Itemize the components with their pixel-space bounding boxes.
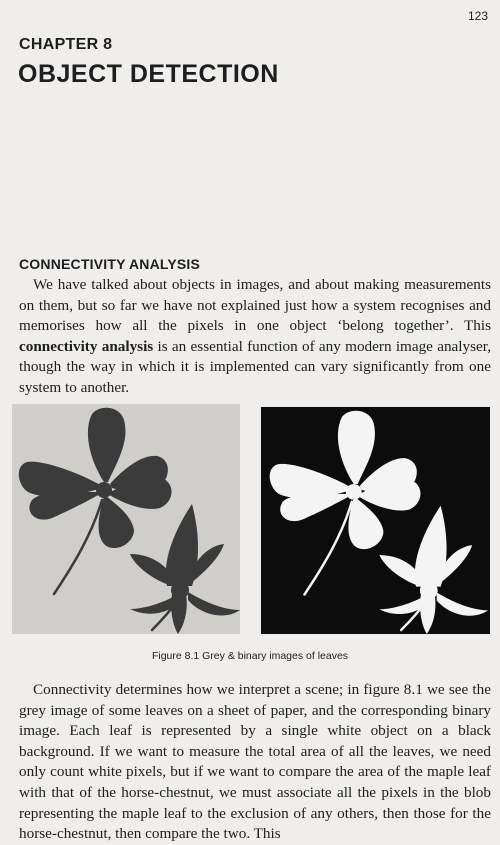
chestnut-leaflet — [280, 494, 350, 521]
grey-leaves-svg — [12, 404, 240, 634]
page-number: 123 — [467, 9, 488, 23]
intro-text-start: We have talked about objects in images, and about making measurements on them, but so far we have not explained just how a system recognises and memorises how all the pixels in one object ‘belong together’. This — [19, 276, 491, 335]
chestnut-leaflet — [270, 464, 352, 498]
section-heading: CONNECTIVITY ANALYSIS — [19, 256, 201, 272]
intro-paragraph — [19, 275, 491, 399]
maple-hub — [171, 581, 189, 599]
maple-lobe — [188, 592, 240, 615]
binary-leaves-image — [261, 407, 490, 634]
figure-caption: Figure 8.1 Grey & binary images of leaves — [151, 650, 349, 662]
intro-bold-term: connectivity analysis — [19, 337, 154, 355]
body-paragraph: Connectivity determines how we interpret a scene; in figure 8.1 we see the grey image of some leaves on a sheet of paper, and the corresponding binary image. Each leaf is represented by a single white object on a black background. If we want to measure the total area of all the leaves, we need only count white pixels, but if we want to compare the area of the maple leaf with that of the horse-chestnut, we must associate all the pixels in the blob representing the maple leaf to the exclusion of any others, then those for the horse-chestnut, then compare the two. This — [19, 681, 491, 843]
chestnut-leaflet — [29, 492, 100, 520]
chestnut-hub — [346, 484, 362, 500]
grey-leaf-set — [19, 408, 240, 634]
chestnut-leaflet — [338, 411, 375, 484]
binary-leaves-svg — [261, 407, 490, 634]
maple-hub — [420, 582, 438, 600]
chapter-label: CHAPTER 8 — [19, 36, 113, 53]
chapter-title: OBJECT DETECTION — [18, 60, 279, 88]
intro-text-end: is an essential function of any modern image analyser, though the way in which it is implemented can vary significantly from one system to another. — [19, 337, 491, 396]
leaf-stem — [304, 502, 351, 595]
grey-leaves-image — [12, 404, 240, 634]
chestnut-leaflet — [88, 408, 126, 482]
binary-leaf-set — [270, 411, 488, 634]
chestnut-leaflet — [19, 462, 102, 497]
chestnut-hub — [96, 482, 112, 498]
maple-lobe — [437, 593, 488, 616]
leaf-stem — [54, 500, 102, 594]
